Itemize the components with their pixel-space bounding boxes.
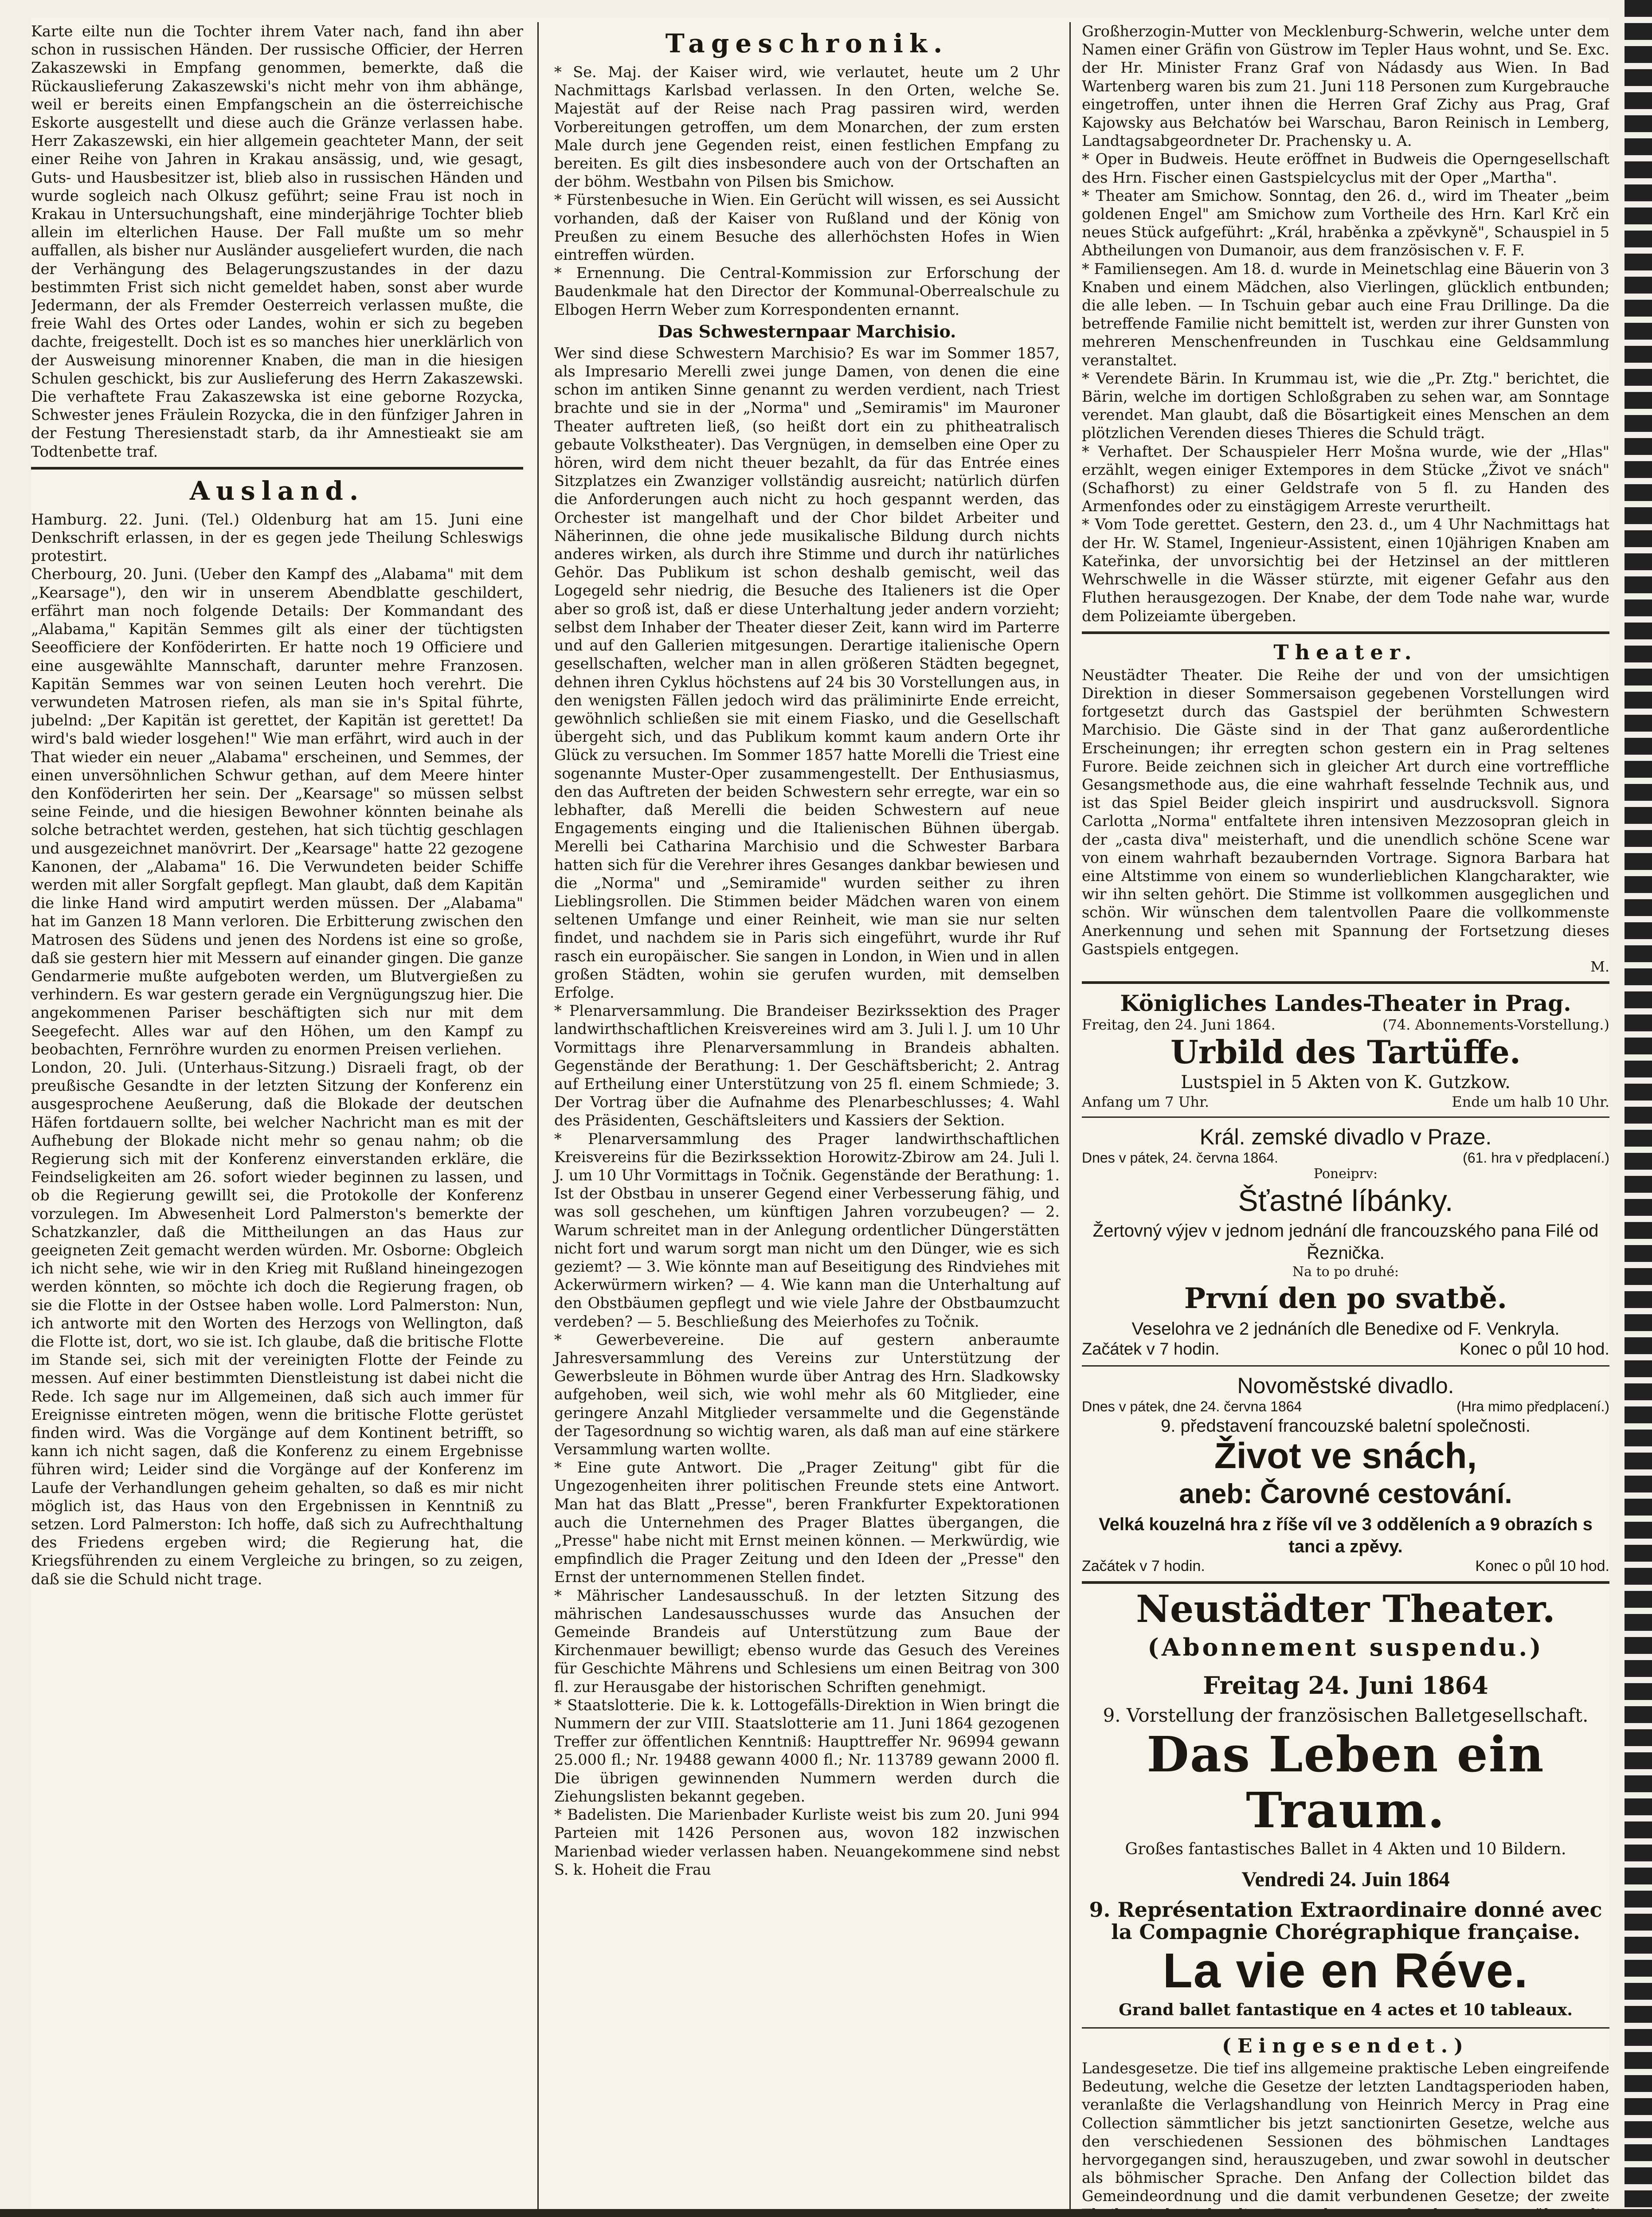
article-budweis: * Oper in Budweis. Heute eröffnet in Budweis die Operngesellschaft des Hrn. Fischer einen Gastspielcyclus mit der Oper „Martha". [1082,150,1609,186]
article-neustaedter-review: Neustädter Theater. Die Reihe der und von der umsichtigen Direktion in dieser Sommersaison gegebenen Vorstellungen wird fortgesetzt durch das Gastspiel der berühmten Schwestern Marchisio. Die Gäste sind in der That ganz außerordentliche Erscheinungen; ihr erregten schon gestern ein in Prag seltenes Furore. Beide zeichnen sich in gleicher Art durch eine vortreffliche Gesangsmethode aus, die eine wahrhaft fesselnde Technik aus, und ist das Spiel Beider gleich inspirirt und ausdrucksvoll. Signora Carlotta „Norma" entfaltete ihren intensiven Mezzosopran gleich in der „casta diva" meisterhaft, und die unendlich schöne Scene war von einem wahrhaft bezaubernden Vortrage. Signora Barbara hat eine Altstimme von einem so wunderlieblichen Klangcharakter, wie wir ihn selten gehört. Die Stimme ist vollkommen ausgeglichen und schön. Wir wünschen dem talentvollen Paare die vollkommenste Anerkennung und sehen mit Spannung der Fortsetzung dieses Gastspiels entgegen. [1082,666,1609,958]
article-kaiser: * Se. Maj. der Kaiser wird, wie verlautet, heute um 2 Uhr Nachmittags Karlsbad verlassen. In den Orten, welche Se. Majestät auf der Reise nach Prag passiren wird, werden Vorbereitungen getroffen, um dem Monarchen, der zum ersten Male durch jene Gegenden reist, einen festlichen Empfang zu bereiten. Es gilt dies insbesondere auch von der Ortschaften an der böhm. Westbahn von Pilsen bis Smichow. [554,63,1060,191]
divider [1082,1116,1609,1118]
ad-kral-end: Konec o půl 10 hod. [1459,1340,1609,1359]
ad-koenig-heading: Königliches Landes-Theater in Prag. [1120,990,1571,1016]
ad-kral-heading: Král. zemské divadlo v Praze. [1199,1124,1492,1149]
ad-kral-date: Dnes v pátek, 24. června 1864. [1082,1149,1278,1166]
ad-nove-subtitle: aneb: Čarovné cestování. [1179,1478,1512,1509]
ad-kral-desc-1: Žertovný výjev v jednom jednání dle francouzského pana Filé od Řeznička. [1092,1221,1599,1263]
article-vom-tode: * Vom Tode gerettet. Gestern, den 23. d., um 4 Uhr Nachmittags hat der Hr. W. Stamel, Ingenieur-Assistent, einen 10jährigen Knaben am Kateřinka, der unvorsichtig bei der Hetzinsel an der mittleren Wehrschwelle in die Wässer stürzte, mit eigener Gefahr aus den Fluthen herausgezogen. Der Knabe, der dem Tode nahe war, wurde dem Polizeiamte übergeben. [1082,516,1609,625]
article-maehren: * Mährischer Landesausschuß. In der letzten Sitzung des mährischen Landesausschusses wurde das Ansuchen der Gemeinde Brandeis auf Unterstützung zum Baue der Kirchenmauer bewilligt; ebenso wurde das Gesuch des Vereines für Geschichte Mährens und Schlesiens um einen Beitrag von 300 fl. zur Herausgabe der historischen Schriften genehmigt. [554,1586,1060,1696]
ad-vendredi: Vendredi 24. Juin 1864 [1241,1867,1450,1891]
article-zakaszewski: Karte eilte nun die Tochter ihrem Vater nach, fand ihn aber schon in russischen Händen. Der russische Officier, der Herren Zakaszewski in Empfang genommen, bemerkte, daß die Rückauslieferung Zakaszewski's nicht mehr von ihm abhänge, weil er bereits einen Empfangschein an die österreichische Eskorte ausgestellt und diese auch die Gränze verlassen habe. Herr Zakaszewski, ein hier allgemein geachteter Mann, der seit einer Reihe von Jahren in Krakau ansässig, und, wie gesagt, Guts- und Hausbesitzer ist, blieb also in russischen Händen und wurde sogleich nach Olkusz geführt; seine Frau ist noch in Krakau in Untersuchungshaft, eine minderjährige Tochter blieb allein im elterlichen Hause. Der Fall mußte um so mehr auffallen, als bisher nur Ausländer ausgeliefert wurden, die nach der Verhängung des Belagerungszustandes in der dazu bestimmten Frist sich nicht gemeldet haben, sonst aber wurde Jedermann, der als Fremder Oesterreich verlassen mußte, die freie Wahl des Ortes oder Landes, wohin er sich zu begeben dachte, freigestellt. Doch ist es so manches hier unerklärlich von der Ausweisung minorenner Knaben, die man in die hiesigen Schulen geschickt, bis zur Auslieferung des Herrn Zakaszewski. Die verhaftete Frau Zakaszewska ist eine geborne Rozycka, Schwester jenes Fräulein Rozycka, die in den fünfziger Jahren in der Festung Theresienstadt starb, da ihr Amnestieakt sie am Todtenbette traf. [31,23,523,460]
divider [1082,631,1609,634]
ad-koenig-subtitle: Lustspiel in 5 Akten von K. Gutzkow. [1181,1072,1511,1093]
scan-edge-bottom [0,2209,1652,2217]
ad-koenig-abo: (74. Abonnements-Vorstellung.) [1382,1016,1609,1033]
ad-nove-date: Dnes v pátek, dne 24. června 1864 [1082,1398,1302,1414]
divider [31,467,523,470]
column-right [1082,22,1609,2217]
article-hamburg: Hamburg. 22. Juni. (Tel.) Oldenburg hat am 15. Juni eine Denkschrift erlassen, in der es gegen jede Theilung Schleswigs protestirt. [31,510,523,565]
ad-kral-title-2: První den po svatbě. [1184,1281,1507,1315]
article-cherbourg: Cherbourg, 20. Juni. (Ueber den Kampf des „Alabama" mit dem „Kearsage"), den wir in unserem Abendblatte geschildert, erfährt man noch folgende Details: Der Kommandant des „Alabama," Kapitän Semmes gilt als einer der tüchtigsten Seeofficiere der Konföderirten. Er hatte noch 19 Officiere und eine ausgewählte Mannschaft, darunter mehre Franzosen. Kapitän Semmes war von seinen Leuten hoch verehrt. Die verwundeten Matrosen riefen, als man sie in's Spital führte, jubelnd: „Der Kapitän ist gerettet, der Kapitän ist gerettet! Da wird's bald wieder losgehen!" Wie man erfährt, wird auch in der That wieder ein neuer „Alabama" erscheinen, und Semmes, der einen unversöhnlichen Schwur gethan, auf dem Meere hinter den Konföderirten her sein. Der „Kearsage" so müssen selbst seine Feinde, und die hiesigen Bewohner könnten beinahe als solche betrachtet werden, gestehen, hat sich tüchtig geschlagen und ausgezeichnet manövrirt. Der „Kearsage" hatte 22 gezogene Kanonen, der „Alabama" 16. Die Verwundeten beider Schiffe werden mit aller Sorgfalt gepflegt. Man glaubt, daß dem Kapitän die linke Hand wird amputirt werden müssen. Der „Alabama" hat im Ganzen 18 Mann verloren. Die Erbitterung zwischen den Matrosen des Südens und jenen des Nordens ist eine so große, daß sie gestern hier mit Messern auf einander gingen. Die ganze Gendarmerie mußte aufgeboten werden, um Blutvergießen zu verhindern. Es war gestern gerade ein Vergnügungszug hier. Die angekommenen Pariser beschäftigten sich nur mit dem Seegefecht. Alles war auf den Höhen, um den Kampf zu beobachten, Fernröhre wurden zu enormen Preisen verliehen. [31,565,523,1058]
article-landesgesetze: Landesgesetze. Die tief ins allgemeine praktische Leben eingreifende Bedeutung, welche die Gesetze der letzten Landtagsperioden haben, veranlaßte die Verlagshandlung von Heinrich Mercy in Prag eine Collection sämmtlicher bis jetzt sanctionirten Gesetze, welche aus den verschiedenen Sessionen des böhmischen Landtages hervorgegangen sind, herauszugeben, und zwar sowohl in deutscher als böhmischer Sprache. Den Anfang der Collection bildet das Gemeindeordnung und die damit verbundenen Gesetze; der zweite [1082,2059,1609,2205]
ad-kral-nato: Na to po druhé: [1292,1264,1399,1280]
ad-kral-title-1: Šťastné líbánky. [1238,1183,1453,1218]
ad-representation: 9. Représentation Extraordinaire donné avec la Compagnie Chorégraphique française. [1089,1897,1602,1944]
article-title-marchisio: Das Schwesternpaar Marchisio. [658,321,956,341]
ad-lavie-title: La vie en Réve. [1163,1943,1529,1998]
ad-leben-desc: Großes fantastisches Ballet in 4 Akten und 10 Bildern. [1125,1840,1566,1858]
ad-kral-poprve: Poneiprv: [1313,1166,1378,1182]
ad-nove-performance: 9. představení francouzské baletní společnosti. [1161,1416,1531,1436]
section-heading-eingesendet: (Eingesendet.) [1222,2034,1469,2057]
ad-nove-heading: Novoměstské divadlo. [1237,1373,1454,1398]
ad-kral-start: Začátek v 7 hodin. [1082,1340,1220,1359]
article-marchisio: Wer sind diese Schwestern Marchisio? Es war im Sommer 1857, als Impresario Merelli zwei junge Damen, von denen die eine schon im antiken Sinne genannt zu werden verdient, nach Triest brachte und sie in der „Norma" und „Semiramis" im Mauroner Theater auftreten ließ, (so heißt dort ein zu phitheatralisch gebaute Volkstheater). Das Vergnügen, in demselben eine Oper zu hören, wird dem nicht theuer bezahlt, da für das Entrée eines Sitzplatzes ein Zwanziger vollständig ausreicht; natürlich dürfen die Anforderungen auch nicht zu hoch gespannt werden, das Orchester ist mangelhaft und der Chor bildet Arbeiter und Näherinnen, die ohne jede musikalische Bildung durch nichts anderes wirken, als durch ihre Stimme und durch ihr natürliches Gehör. Das Publikum ist schon deshalb gemischt, weil das Logegeld sehr niedrig, die Besuche des Italieners ist die Oper aber so groß ist, daß er diese Unterhaltung jeder andern vorzieht; selbst dem Inhaber der Theater dieser Zeit, kann wird im Parterre und auf den Gallerien mitgesungen. Derartige italienische Opern gesellschaften, welcher man in allen größeren Städten begegnet, dehnen ihren Cyklus höchstens auf 24 bis 30 Vorstellungen aus, in den wenigsten Fällen jedoch wird das präliminirte Ende erreicht, gewöhnlich schließen sie mit einem Fiasko, und die Gesellschaft übergeht sich, und das Publikum kommt kaum andern Orte ihr Glück zu versuchen. Im Sommer 1857 hatte Morelli die Triest eine sogenannte Muster-Oper zusammengestellt. Der Enthusiasmus, den das Auftreten der beiden Schwestern sehr erregte, war ein so lebhafter, daß Merelli die beiden Schwestern auf neue Engagements einging und die Italienischen Bühnen übergab. Merelli bei Catharina Marchisio und die Schwester Barbara hatten sich für die Verehrer ihres Gesanges dankbar bewiesen und die „Norma" und „Semiramide" wurden seither zu ihren Lieblingsrollen. Die Stimmen beider Mädchen waren von einem seltenen Umfange und einer Reinheit, wie man sie nur selten findet, und nachdem sie in Paris sich eingeführt, wurde ihr Ruf rasch ein europäischer. Sie sangen in London, in Wien und in allen großen Städten, wohin sie gerufen wurden, mit demselben Erfolge. [554,344,1060,1001]
column-left [31,22,523,2217]
article-familiensegen: * Familiensegen. Am 18. d. wurde in Meinetschlag eine Bäuerin von 3 Knaben und einem Mädchen, also Vierlingen, glücklich entbunden; die alle leben. — In Tschuin gebar auch eine Frau Drillinge. Da die betreffende Familie nicht bemittelt ist, werden zur ihrer Gunsten von mehreren Menschenfreunden in Tuschkau eine Geldsammlung veranstaltet. [1082,260,1609,369]
section-heading-ausland: Ausland. [189,475,365,506]
article-smichow: * Theater am Smichow. Sonntag, den 26. d., wird im Theater „beim goldenen Engel" am Smichow zum Vortheile des Hrn. Karl Krč ein neues Stück aufgeführt: „Král, hraběnka a zpěvkyně", Schauspiel in 5 Abtheilungen von Dumanoir, aus dem französischen v. F. F. [1082,187,1609,259]
newspaper-page [31,18,1609,2217]
article-badelisten: * Badelisten. Die Marienbader Kurliste weist bis zum 20. Juni 994 Parteien mit 1426 Personen aus, wovon 182 inzwischen Marienbad wieder verlassen haben. Neuangekommene sind nebst S. k. Hoheit die Frau [554,1806,1060,1878]
article-ernennung: * Ernennung. Die Central-Kommission zur Erforschung der Baudenkmale hat den Director der Kommunal-Oberrealschule zu Elbogen Herrn Weber zum Korrespondenten ernannt. [554,264,1060,318]
article-antwort: * Eine gute Antwort. Die „Prager Zeitung" gibt für die Ungezogenheiten ihrer politischen Freunde stets eine Antwort. Man hat das Blatt „Presse", beren Frankfurter Expektorationen auch die Unternehmen des Prager Blattes übergangen, die „Presse" habe nicht mit Ernst meinen können. — Merkwürdig, wie empfindlich die Prager Zeitung und den Ideen der „Presse" den Ernst der unternommenen Stellen findet. [554,1459,1060,1586]
ad-nove-end: Konec o půl 10 hod. [1475,1557,1609,1575]
ad-koenig-title: Urbild des Tartüffe. [1170,1033,1521,1071]
article-fuerstenbesuche: * Fürstenbesuche in Wien. Ein Gerücht will wissen, es sei Aussicht vorhanden, daß der Kaiser von Rußland und der König von Preußen zu einem Besuche des allerhöchsten Hofes in Wien eintreffen würden. [554,191,1060,264]
ad-koenig-date: Freitag, den 24. Juni 1864. [1082,1016,1276,1033]
article-badelisten-cont: Großherzogin-Mutter von Mecklenburg-Schwerin, welche unter dem Namen einer Gräfin von Güstrow im Tepler Haus wohnt, und Se. Exc. der Hr. Minister Franz Graf von Nádasdy aus Wien. In Bad Wartenberg waren bis zum 21. Juni 118 Personen zum Kurgebrauche eingetroffen, unter ihnen die Herren Graf Zichy aus Prag, Graf Kajowsky aus Bełchatów bei Warschau, Baron Reinisch in Lemberg, Landtagsabgeordneter Dr. Prachensky u. A. [1082,23,1609,150]
ad-vorstellung-9: 9. Vorstellung der französischen Balletgesellschaft. [1103,1704,1589,1726]
divider [1082,1365,1609,1367]
ad-nove-start: Začátek v 7 hodin. [1082,1557,1205,1575]
article-plenar-horowitz: * Plenarversammlung des Prager landwirthschaftlichen Kreisvereins für die Bezirkssektion Horowitz-Zbirow am 24. Juli l. J. um 10 Uhr Vormittags in Točnik. Gegenstände der Berathung: 1. Ist der Obstbau in unserer Gegend einer Verbesserung fähig, und was soll geschehen, um künftigen Jahren vorzubeugen? — 2. Warum schreitet man in der Anlegung ordentlicher Düngerstätten nicht fort und warum sorgt man nicht um den Dünger, wie es sich geziemt? — 3. Wie könnte man auf Beseitigung des Rindviehes mit Ackerwürmern wirken? — 4. Wie kann man die Unterhaltung auf den Obstbäumen gepflegt und wie viele Jahre der Obstbaumzucht verdeben? — 5. Beschließung des Meierhofes zu Točnik. [554,1130,1060,1330]
ad-nove-desc: Velká kouzelná hra z říše víl ve 3 odděleních a 9 obrazích s tanci a zpěvy. [1099,1514,1593,1556]
divider [1082,981,1609,984]
article-plenar-brandeis: * Plenarversammlung. Die Brandeiser Bezirkssektion des Prager landwirthschaftlichen Kreisvereines wird am 3. Juli l. J. um 10 Uhr Vormittags ihre Plenarversammlung in Brandeis abhalten. Gegenstände der Berathung: 1. Der Geschäftsbericht; 2. Antrag auf Ertheilung einer Unterstützung von 25 fl. einem Schmiede; 3. Der Vortrag über die Aufnahme des Plenarbeschlusses; 4. Wahl des Präsidenten, Geschäftsleiters und Kassiers der Sektion. [554,1002,1060,1129]
ad-neustaedter-heading: Neustädter Theater. [1136,1586,1555,1631]
ad-abo-suspendu: (Abonnement suspendu.) [1147,1633,1544,1661]
column-rule [537,22,539,2217]
article-lotterie: * Staatslotterie. Die k. k. Lottogefälls-Direktion in Wien bringt die Nummern der zur VIII. Staatslotterie am 11. Juni 1864 gezogenen Treffer zur öffentlichen Kenntniß: Haupttreffer Nr. 96994 gewann 25.000 fl.; Nr. 19488 gewann 4000 fl.; Nr. 113789 gewann 2000 fl. Die übrigen gewinnenden Nummern werden durch die Ziehungslisten bekannt gegeben. [554,1696,1060,1805]
ad-lavie-desc: Grand ballet fantastique en 4 actes et 10 tableaux. [1119,2000,1573,2019]
signature: M. [1590,958,1609,975]
ad-kral-desc-2: Veselohra ve 2 jednáních dle Benedixe od F. Venkryla. [1131,1319,1560,1339]
ad-nove-title: Život ve snách, [1214,1435,1477,1476]
article-verhaftet: * Verhaftet. Der Schauspieler Herr Mošna wurde, wie der „Hlas" erzählt, wegen einiger Extempores in dem Stücke „Život ve snách" (Schafhorst) zu einer Geldstrafe von 5 fl. zu Handen des Armenfondes oder zu einstägigem Arreste verurtheilt. [1082,443,1609,515]
divider [1082,1581,1609,1584]
article-gewerbe: * Gewerbevereine. Die auf gestern anberaumte Jahresversammlung des Vereins zur Unterstützung der Gewerbsleute in Böhmen wurde über Antrag des Hrn. Sladkowsky aufgehoben, weil sich, wie wohl mehr als 60 Mitglieder, eine geringere Anzahl Mitglieder versammelte und die Gegenstände der Tagesordnung so wichtig waren, als daß man auf eine stärkere Versammlung warten wollte. [554,1331,1060,1458]
ad-kral-abo: (61. hra v předplacení.) [1463,1149,1609,1166]
article-baerin: * Verendete Bärin. In Krummau ist, wie die „Pr. Ztg." berichtet, die Bärin, welche im dortigen Schloßgraben zu sehen war, am Sonntage verendet. Man glaubt, daß die Bösartigkeit eines Menschen an dem plötzlichen Verenden dieses Thieres die Schuld trägt. [1082,369,1609,442]
ad-nove-abo: (Hra mimo předplacení.) [1456,1398,1609,1414]
ad-koenig-end: Ende um halb 10 Uhr. [1452,1093,1609,1110]
ad-leben-title: Das Leben ein Traum. [1147,1725,1545,1839]
column-middle [554,22,1060,2217]
column-rule [1069,22,1071,2217]
scan-edge-right [1625,0,1652,2217]
ad-freitag: Freitag 24. Juni 1864 [1203,1671,1488,1700]
section-heading-tageschronik: Tageschronik. [665,28,949,59]
article-london: London, 20. Juli. (Unterhaus-Sitzung.) Disraeli fragt, ob der preußische Gesandte in der letzten Sitzung der Konferenz ein ausgesprochene Aeußerung, daß die Blokade der deutschen Häfen fortdauern sollte, bei welcher Nachricht man es mit der Aufhebung der Blokade nicht mehr so genau nahm; ob die Regierung sich mit der Konferenz einverstanden erkläre, die Feindseligkeiten am 26. sofort wieder beginnen zu lassen, und ob die Regierung gewillt sei, die Protokolle der Konferenz vorzulegen. Im Abwesenheit Lord Palmerston's bemerkte der Schatzkanzler, daß die Mittheilungen an das Haus zur geeigneten Zeit gemacht werden würden. Mr. Osborne: Obgleich ich nicht sehe, wie wir in den Krieg mit Rußland hineingezogen werden könnten, so möchte ich doch die Regierung fragen, ob sie die Flotte in der Ostsee haben wolle. Lord Palmerston: Nun, ich antworte mit den Worten des Herzogs von Wellington, daß die Flotte ist, dort, wo sie ist. Ich glaube, daß die britische Flotte im Stande sei, sich mit der vereinigten Flotte der Feinde zu messen. Auf einer bestimmten Dienstleistung ist dabei nicht die Rede. Ich sage nur im Allgemeinen, daß sich auch immer für Ereignisse eintreten mögen, wenn die britische Flotte gerüstet finden wird. Was die Vorgänge auf dem Kontinent betrifft, so kann ich nicht sagen, daß die Konferenz zu einem Ergebnisse führen wird; Leider sind die Vorgänge auf der Konferenz im Laufe der Verhandlungen geheim gehalten, so daß es mir nicht möglich ist, das Haus von den Ergebnissen in Kenntniß zu setzen. Lord Palmerston: Ich hoffe, daß sich zu Aufrechthaltung des Friedens ergeben wird; die Regierung hat, die Kriegsführenden zu einem Vergleiche zu bringen, so zu zeigen, daß sie die Schuld nicht trage. [31,1058,523,1588]
divider [1082,2027,1609,2029]
section-heading-theater: Theater. [1273,640,1418,664]
ad-koenig-start: Anfang um 7 Uhr. [1082,1093,1210,1110]
